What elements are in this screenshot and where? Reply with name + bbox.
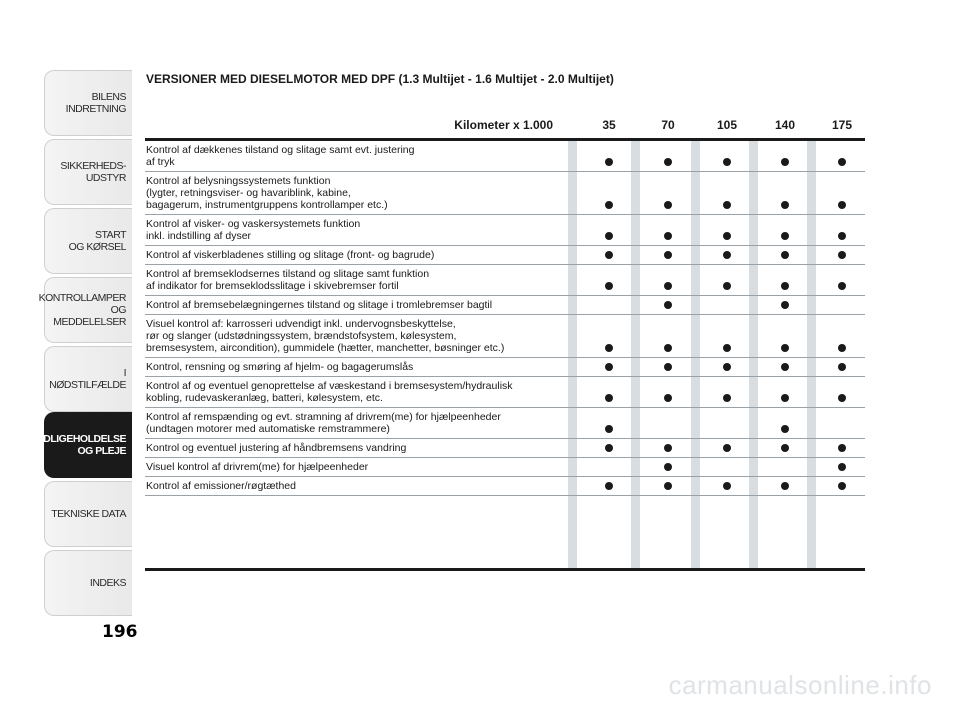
- check-dot: [723, 444, 731, 452]
- row-description: Kontrol af dækkenes tilstand og slitage samt evt. justering af tryk: [146, 144, 415, 168]
- row-description: Kontrol, rensning og smøring af hjelm- og bagagerumslås: [146, 361, 414, 373]
- check-dot: [781, 363, 789, 371]
- watermark: carmanualsonline.info: [668, 670, 932, 700]
- chapter-tab-label: BILENS INDRETNING: [65, 91, 126, 115]
- check-dot: [664, 344, 672, 352]
- check-dot: [838, 363, 846, 371]
- check-dot: [664, 301, 672, 309]
- km-column-header: 35: [602, 118, 616, 132]
- check-dot: [838, 463, 846, 471]
- table-row: [145, 458, 865, 477]
- check-dot: [723, 232, 731, 240]
- table-row: [145, 246, 865, 265]
- row-description: Visuel kontrol af: karrosseri udvendigt inkl. undervognsbeskyttelse, rør og slanger (udstødningssystem, brændstofsystem, kølesystem, bremsesystem, aircondition), gummidele (hætter, manchetter, bøsninger etc.): [146, 318, 505, 354]
- check-dot: [605, 363, 613, 371]
- check-dot: [723, 394, 731, 402]
- maintenance-table-header: [145, 114, 865, 141]
- check-dot: [664, 363, 672, 371]
- check-dot: [781, 482, 789, 490]
- chapter-tab-label: SIKKERHEDS- UDSTYR: [60, 160, 126, 184]
- chapter-tab[interactable]: [44, 481, 132, 547]
- row-description: Kontrol af viskerbladenes stilling og slitage (front- og bagrude): [146, 249, 435, 261]
- row-description: Kontrol af emissioner/røgtæthed: [146, 480, 296, 492]
- check-dot: [838, 444, 846, 452]
- check-dot: [605, 482, 613, 490]
- chapter-tab-label: START OG KØRSEL: [68, 229, 126, 253]
- row-description: Kontrol af visker- og vaskersystemets funktion inkl. indstilling af dyser: [146, 218, 361, 242]
- check-dot: [723, 482, 731, 490]
- table-row: [145, 141, 865, 172]
- check-dot: [605, 251, 613, 259]
- table-row: [145, 215, 865, 246]
- check-dot: [664, 201, 672, 209]
- check-dot: [605, 344, 613, 352]
- check-dot: [664, 158, 672, 166]
- check-dot: [781, 282, 789, 290]
- check-dot: [664, 482, 672, 490]
- chapter-tab[interactable]: [44, 70, 132, 136]
- check-dot: [664, 463, 672, 471]
- check-dot: [605, 201, 613, 209]
- check-dot: [781, 251, 789, 259]
- chapter-tab-label: VEDLIGEHOLDELSE OG PLEJE: [30, 433, 126, 457]
- table-row: [145, 477, 865, 496]
- chapter-tab[interactable]: [30, 412, 132, 478]
- check-dot: [723, 158, 731, 166]
- row-description: Kontrol af bremsebelægningernes tilstand og slitage i tromlebremser bagtil: [146, 299, 493, 311]
- check-dot: [664, 282, 672, 290]
- check-dot: [781, 394, 789, 402]
- check-dot: [723, 344, 731, 352]
- row-description: Kontrol af remspænding og evt. stramning af drivrem(me) for hjælpeenheder (undtagen motorer med automatiske remstrammere): [146, 411, 501, 435]
- chapter-tab[interactable]: [38, 277, 132, 343]
- table-row: [145, 377, 865, 408]
- row-description: Kontrol af belysningssystemets funktion (lygter, retningsviser- og havariblink, kabine, bagagerum, instrumentgruppens kontrollamper etc.): [146, 175, 388, 211]
- table-row: [145, 265, 865, 296]
- check-dot: [664, 251, 672, 259]
- km-column-header: 175: [831, 118, 853, 132]
- check-dot: [605, 444, 613, 452]
- check-dot: [838, 232, 846, 240]
- chapter-tab-label: I NØDSTILFÆLDE: [49, 367, 126, 391]
- chapter-tab[interactable]: [44, 139, 132, 205]
- check-dot: [838, 482, 846, 490]
- maintenance-table-body: [145, 141, 865, 496]
- km-column-header: 140: [774, 118, 796, 132]
- check-dot: [605, 425, 613, 433]
- check-dot: [781, 301, 789, 309]
- table-row: [145, 358, 865, 377]
- row-description: Visuel kontrol af drivrem(me) for hjælpeenheder: [146, 461, 369, 473]
- table-row: [145, 296, 865, 315]
- check-dot: [838, 282, 846, 290]
- check-dot: [781, 201, 789, 209]
- chapter-tab[interactable]: [44, 346, 132, 412]
- row-description: Kontrol og eventuel justering af håndbremsens vandring: [146, 442, 407, 454]
- row-description: Kontrol af bremseklodsernes tilstand og slitage samt funktion af indikator for bremseklodsslitage i skivebremser fortil: [146, 268, 430, 292]
- check-dot: [781, 232, 789, 240]
- table-row: [145, 408, 865, 439]
- km-label: Kilometer x 1.000: [454, 118, 553, 132]
- table-row: [145, 439, 865, 458]
- chapter-tab-label: TEKNISKE DATA: [51, 508, 126, 520]
- chapter-tab-label: INDEKS: [89, 577, 126, 589]
- km-column-header: 105: [716, 118, 738, 132]
- check-dot: [605, 282, 613, 290]
- check-dot: [723, 282, 731, 290]
- check-dot: [664, 232, 672, 240]
- check-dot: [838, 251, 846, 259]
- check-dot: [664, 394, 672, 402]
- chapter-tab[interactable]: [44, 208, 132, 274]
- check-dot: [838, 158, 846, 166]
- km-column-header: 70: [661, 118, 675, 132]
- check-dot: [723, 251, 731, 259]
- check-dot: [838, 394, 846, 402]
- check-dot: [781, 444, 789, 452]
- check-dot: [781, 344, 789, 352]
- check-dot: [605, 394, 613, 402]
- check-dot: [605, 158, 613, 166]
- table-row: [145, 315, 865, 358]
- row-description: Kontrol af og eventuel genoprettelse af væskestand i bremsesystem/hydraulisk kobling, rudevaskeranlæg, batteri, kølesystem, etc.: [146, 380, 513, 404]
- check-dot: [605, 232, 613, 240]
- page-title: VERSIONER MED DIESELMOTOR MED DPF (1.3 Multijet - 1.6 Multijet - 2.0 Multijet): [146, 72, 614, 86]
- check-dot: [781, 425, 789, 433]
- table-bottom-rule: [145, 568, 865, 571]
- check-dot: [838, 344, 846, 352]
- chapter-tab-label: KONTROLLAMPER OG MEDDELELSER: [38, 292, 126, 328]
- check-dot: [723, 201, 731, 209]
- chapter-tab[interactable]: [44, 550, 132, 616]
- table-row: [145, 172, 865, 215]
- page-number: 196: [102, 622, 138, 642]
- check-dot: [664, 444, 672, 452]
- check-dot: [838, 201, 846, 209]
- check-dot: [781, 158, 789, 166]
- check-dot: [723, 363, 731, 371]
